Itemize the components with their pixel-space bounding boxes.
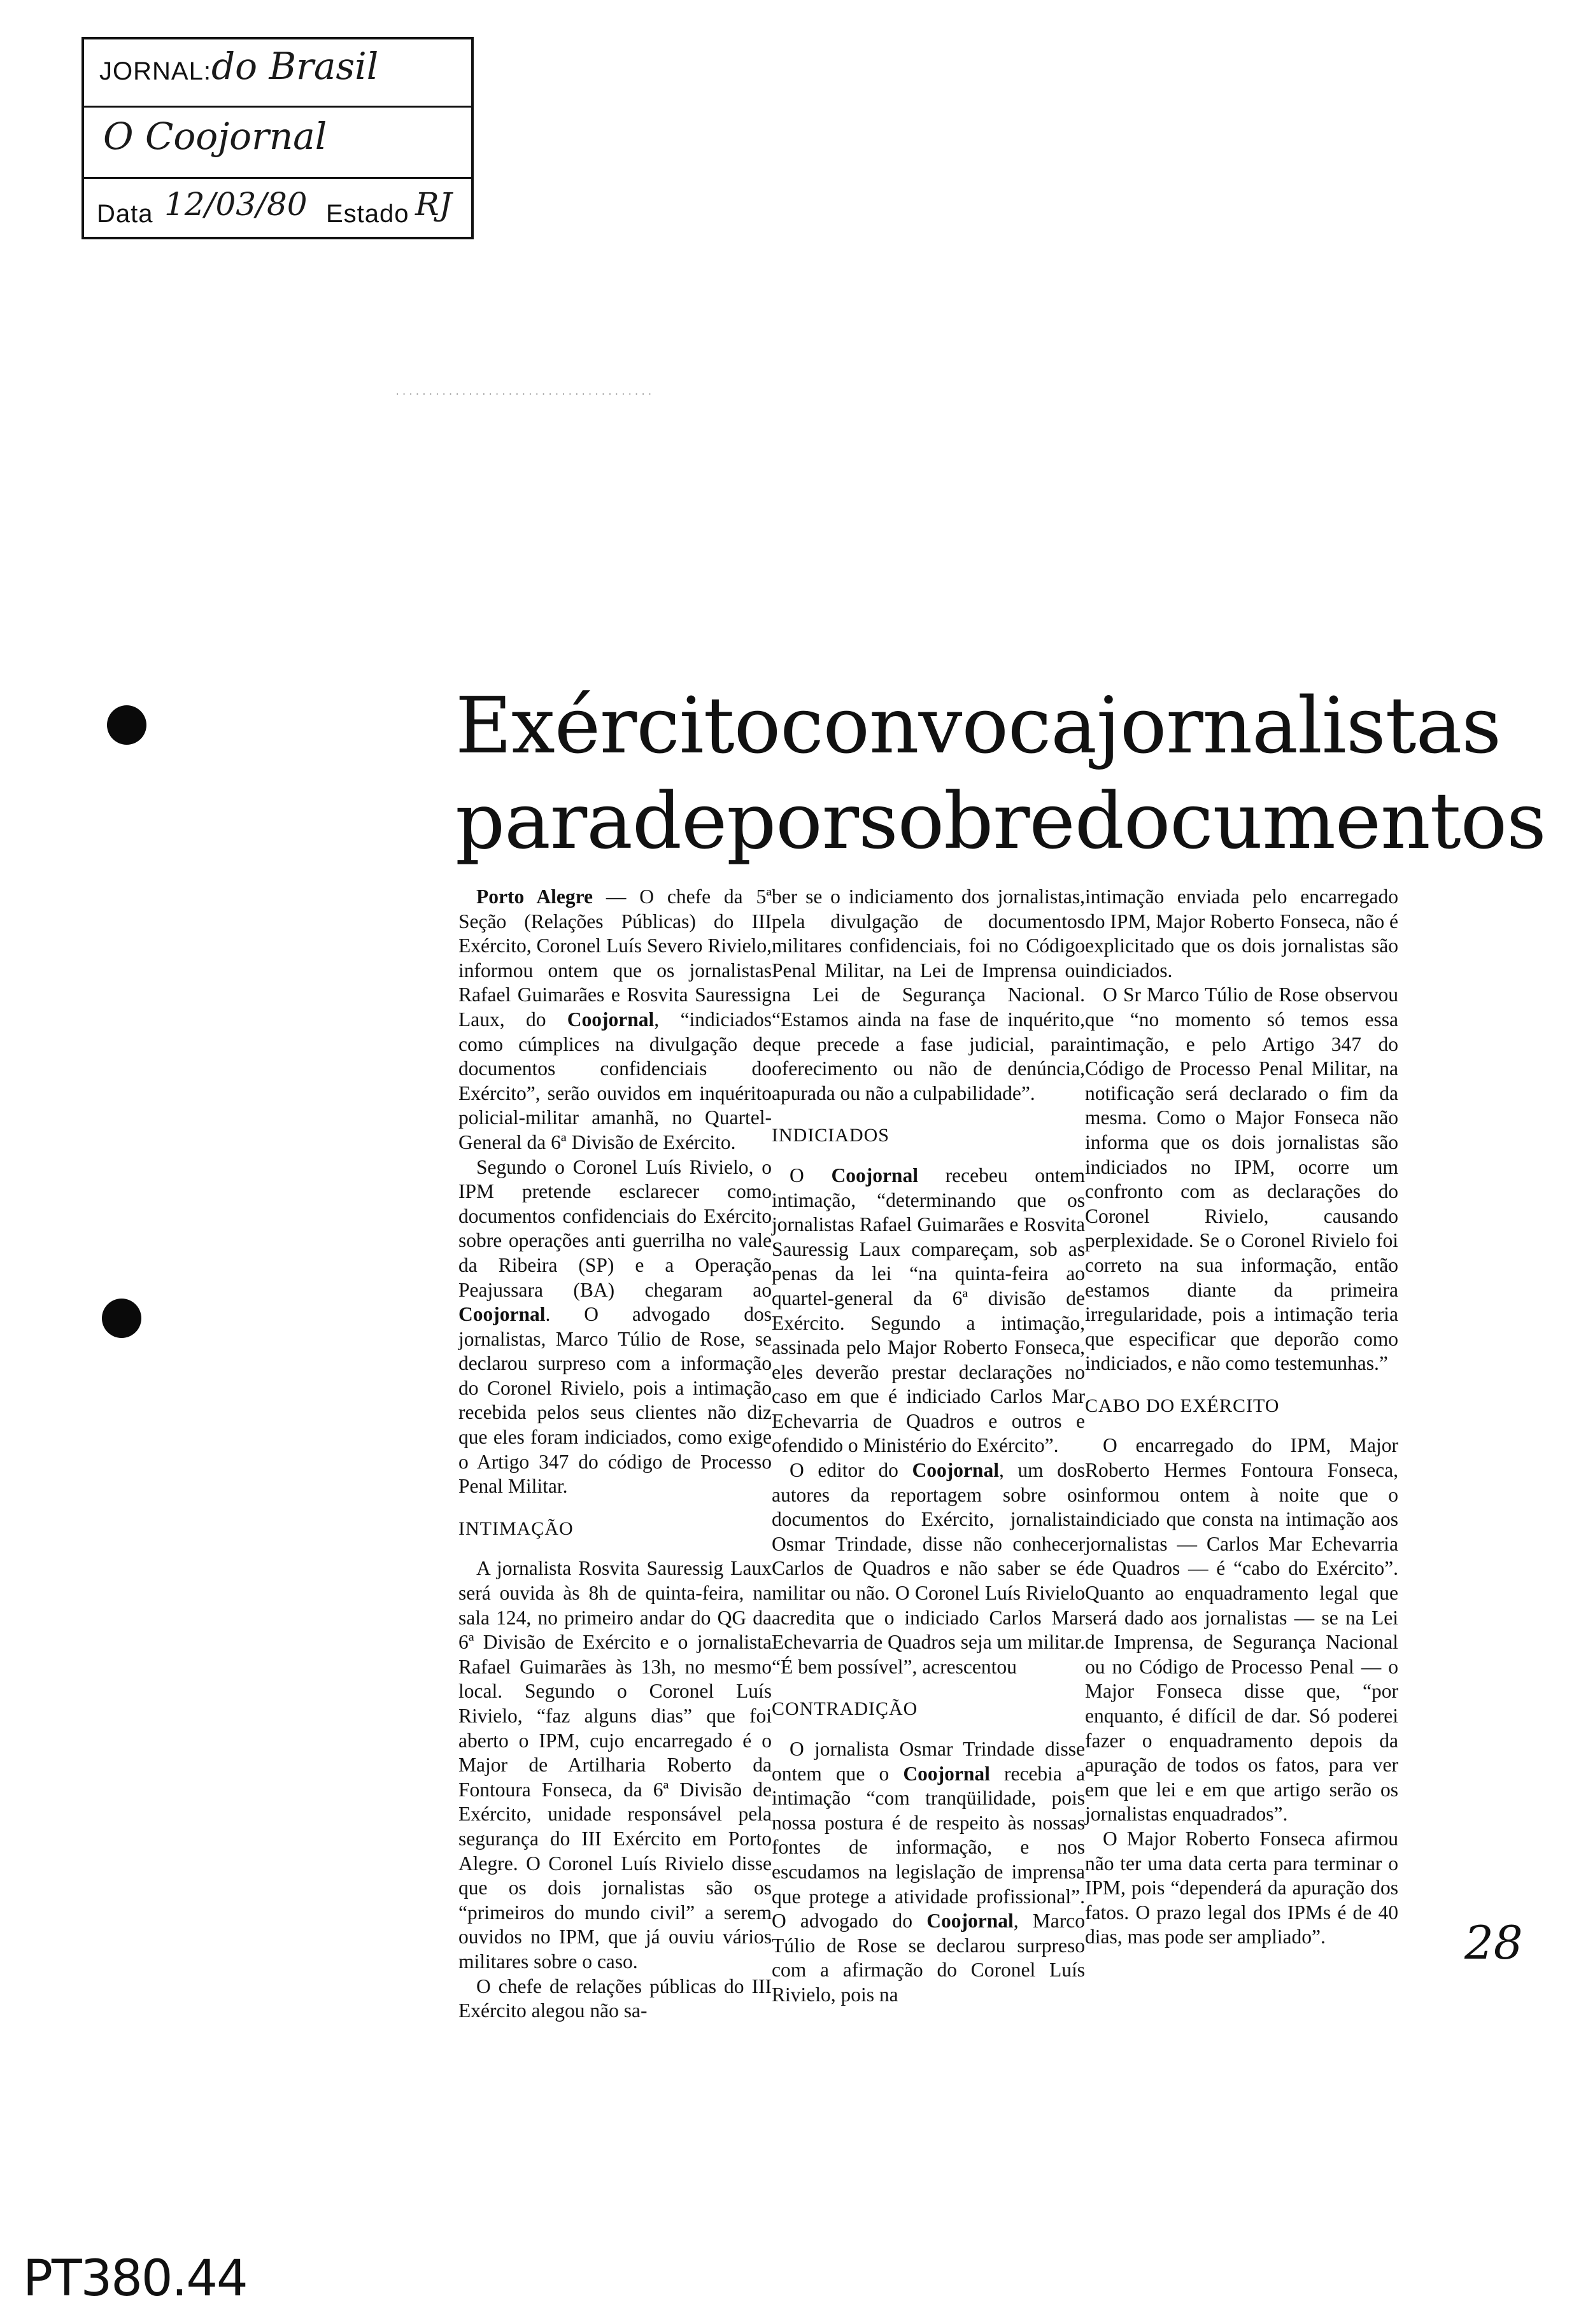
paragraph: ber se o indiciamento dos jornalistas, pela divulgação de documentos militares confidenciais, foi no Código Penal Militar, na Lei de Imprensa ou na Lei de Segurança Nacional. “Estamos ainda na fase de inquérito, que precede a fase judicial, para oferecimento ou não de denúncia, apurada ou não a culpabilidade”. xyxy=(772,885,1085,1104)
paragraph-bold: Coojornal xyxy=(458,1303,546,1326)
subheading: CABO DO EXÉRCITO xyxy=(1085,1395,1280,1416)
scan-dotted-line: ······································· xyxy=(395,390,654,400)
stamp-estado-label: Estado xyxy=(326,200,409,228)
subheading: CONTRADIÇÃO xyxy=(772,1698,918,1720)
headline-line-1 xyxy=(455,678,1501,773)
article-column-1 xyxy=(458,885,772,2024)
paragraph-text: recebeu ontem intimação, “determinando que os jornalistas Rafael Guimarães e Rosvita Sauressig Laux compareçam, sob as penas da lei “na quinta-feira ao quartel-general da 6ª divisão de Exército. Segundo a intimação, assinada pelo Major Roberto Fonseca, eles deverão prestar declarações no caso em que é indiciado Carlos Mar Echevarria de Quadros e outros e ofendido o Ministério do Exército”. xyxy=(772,1164,1085,1457)
stamp-estado-value: RJ xyxy=(415,186,452,223)
paragraph-text: recebia a intimação “com tranqüilidade, pois nossa postura é de respeito às nossas fontes de informação, e nos escudamos na legislação de imprensa que protege a atividade profissional”. O advogado do xyxy=(772,1762,1085,1933)
headline-line-2 xyxy=(455,773,1546,869)
paragraph-text: — O chefe da 5ª Seção (Relações Públicas) do III Exército, Coronel Luís Severo Rivielo, informou ontem que os jornalistas Rafael Guimarães e Rosvita Sauressig Laux, do xyxy=(458,885,772,1031)
punch-hole-top xyxy=(107,705,146,745)
paragraph-text: , “indiciados como cúmplices na divulgação de documentos confidenciais do Exército”, serão ouvidos em inquérito policial-militar amanhã, no Quartel-General da 6ª Divisão de Exército. xyxy=(458,1008,772,1153)
paragraph-text: , um dos autores da reportagem sobre os documentos do Exército, jornalista Osmar Trindade, disse não conhecer Carlos de Quadros e não saber se é militar ou não. O Coronel Luís Rivielo acredita que o indiciado Carlos Mar Echevarria de Quadros seja um militar. “É bem possível”, acrescentou xyxy=(772,1459,1085,1678)
paragraph-bold: Coojornal xyxy=(926,1910,1014,1933)
paragraph: O chefe de relações públicas do III Exército alegou não sa- xyxy=(458,1975,772,2022)
paragraph-text: Segundo o Coronel Luís Rivielo, o IPM pretende esclarecer como documentos confidenciais do Exército sobre operações anti guerrilha no vale da Ribeira (SP) e a Operação Peajussara (BA) chegaram ao xyxy=(458,1155,772,1301)
headline-word: convoca xyxy=(780,680,1096,771)
paragraph xyxy=(772,1737,1085,2008)
headline-word: Exército xyxy=(455,680,781,771)
clipping-stamp xyxy=(82,37,474,239)
paragraph: A jornalista Rosvita Sauressig Laux será ouvida às 8h de quinta-feira, na sala 124, no primeiro andar do QG da 6ª Divisão de Exército e o jornalista Rafael Guimarães às 13h, no mesmo local. Segundo o Coronel Luís Rivielo, “faz alguns dias” que foi aberto o IPM, cujo encarregado é o Major de Artilharia Roberto da Fontoura Fonseca, da 6ª Divisão de Exército, unidade responsável pela segurança do III Exército em Porto Alegre. O Coronel Luís Rivielo disse que os dois jornalistas são os “primeiros do mundo civil” a serem ouvidos no IPM, que já ouviu vários militares sobre o caso. xyxy=(458,1557,772,1973)
subheading: INDICIADOS xyxy=(772,1125,890,1146)
paragraph-bold: Coojornal xyxy=(903,1762,990,1785)
paragraph-text: O jornalista Osmar Trindade disse ontem que o xyxy=(772,1738,1085,1785)
paragraph xyxy=(772,1164,1085,1458)
stamp-data-label: Data xyxy=(97,200,153,228)
headline-word: para xyxy=(455,776,632,866)
paragraph-bold: Coojornal xyxy=(912,1459,999,1482)
stamp-jornal-value: do Brasil xyxy=(211,45,379,88)
headline-word: sobre xyxy=(858,776,1075,866)
stamp-date-row xyxy=(84,177,471,239)
paragraph-bold: Coojornal xyxy=(831,1164,918,1187)
article-column-3 xyxy=(1085,885,1398,1950)
stamp-jornal-label: JORNAL: xyxy=(99,57,211,85)
paragraph: O Major Roberto Fonseca afirmou não ter uma data certa para terminar o IPM, pois “dependerá da apuração dos fatos. O prazo legal dos IPMs é de 40 dias, mas pode ser ampliado”. xyxy=(1085,1827,1398,1948)
headline-word: jornalistas xyxy=(1096,680,1501,771)
paragraph-bold: Coojornal xyxy=(567,1008,655,1031)
article-column-2 xyxy=(772,885,1085,2008)
stamp-data-value: 12/03/80 xyxy=(164,186,308,223)
stamp-section-value: O Coojornal xyxy=(103,115,327,158)
paragraph: O encarregado do IPM, Major Roberto Hermes Fontoura Fonseca, informou ontem à noite que o indiciado que consta na intimação aos jornalistas — Carlos Mar Echevarria de Quadros — é “cabo do Exército”. Quanto ao enquadramento legal que será dado aos jornalistas — se na Lei de Imprensa, de Segurança Nacional ou no Código de Processo Penal — o Major Fonseca disse que, “por enquanto, é difícil de dar. Só poderei fazer o enquadramento depois da apuração de todos os fatos, para ver em que lei e em que artigo serão os jornalistas enquadrados”. xyxy=(1085,1434,1398,1826)
paragraph: intimação enviada pelo encarregado do IPM, Major Roberto Fonseca, não é explicitado que os dois jornalistas são indiciados. xyxy=(1085,885,1398,982)
punch-hole-bottom xyxy=(102,1299,141,1338)
paragraph-text: O xyxy=(790,1164,832,1187)
paragraph xyxy=(772,1458,1085,1679)
paragraph: O Sr Marco Túlio de Rose observou que “no momento só temos essa intimação, e pelo Artigo 347 do Código de Processo Penal Militar, na notificação será declarado o fim da mesma. Como o Major Fonseca não informa que os dois jornalistas são indiciados no IPM, ocorre um confronto com as declarações do Coronel Rivielo, causando perplexidade. Se o Coronel Rivielo foi correto na sua informação, então estamos diante da primeira irregularidade, pois a intimação teria que especificar que deporão como indiciados, e não como testemunhas.” xyxy=(1085,983,1398,1375)
paragraph-text: O editor do xyxy=(790,1459,912,1482)
headline-word: documentos xyxy=(1074,776,1546,866)
handwritten-page-number: 28 xyxy=(1464,1916,1523,1969)
archive-code: PT380.44 xyxy=(23,2250,247,2307)
paragraph xyxy=(458,1155,772,1499)
paragraph-text: , Marco Túlio de Rose se declarou surpreso com a afirmação do Coronel Luís Rivielo, pois na xyxy=(772,1910,1085,2006)
headline-word: depor xyxy=(632,776,859,866)
paragraph xyxy=(458,885,772,1155)
dateline: Porto Alegre xyxy=(476,885,593,908)
stamp-section-row xyxy=(84,106,471,179)
paragraph-text: . O advogado dos jornalistas, Marco Túlio de Rose, se declarou surpreso com a informação do Coronel Rivielo, pois a intimação recebida pelos seus clientes não diz que eles foram indiciados, como exige o Artigo 347 do código de Processo Penal Militar. xyxy=(458,1303,772,1498)
article-headline xyxy=(455,678,1546,869)
stamp-jornal-row xyxy=(84,39,471,108)
subheading: INTIMAÇÃO xyxy=(458,1518,574,1539)
